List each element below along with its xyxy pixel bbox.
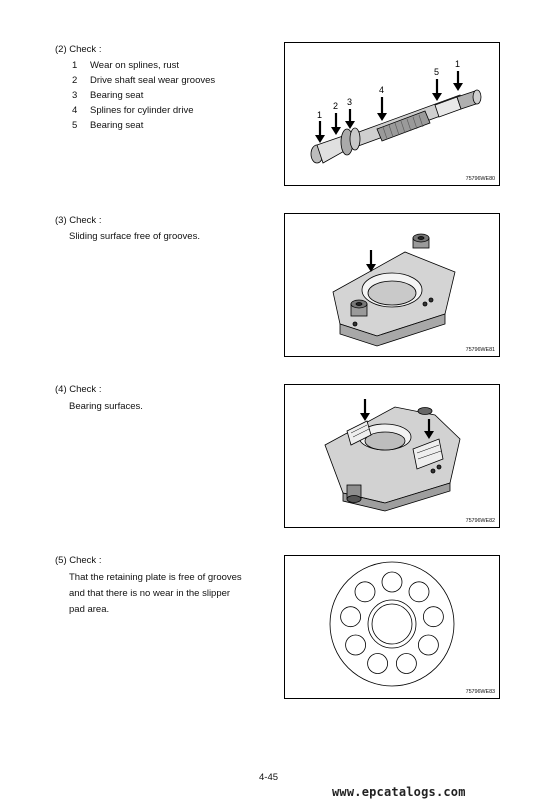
swash-plate-illustration — [285, 214, 499, 356]
figure-code: 75796WE82 — [465, 518, 495, 524]
item-number: 1 — [72, 60, 78, 71]
item-text: Wear on splines, rust — [90, 60, 180, 71]
retaining-plate-illustration — [285, 556, 499, 698]
section-heading: (4) Check : — [55, 384, 102, 395]
check-description-line: and that there is no wear in the slipper — [69, 588, 231, 599]
retaining-plate-hole — [382, 572, 402, 592]
retaining-plate-hole — [341, 607, 361, 627]
callout-label: 1 — [317, 110, 323, 120]
callout-label: 4 — [379, 85, 385, 95]
callout-label: 1 — [455, 59, 461, 69]
item-text: Splines for cylinder drive — [90, 105, 194, 116]
item-text: Bearing seat — [90, 90, 144, 101]
page-number: 4-45 — [259, 772, 279, 783]
item-number: 2 — [72, 75, 78, 86]
item-number: 5 — [72, 120, 78, 131]
retaining-plate-hole — [409, 582, 429, 602]
callout-label: 3 — [347, 97, 353, 107]
check-description-line: That the retaining plate is free of grooves — [69, 572, 242, 583]
watermark-text: www.epcatalogs.com — [332, 785, 466, 799]
drive-shaft-illustration — [285, 43, 499, 185]
item-text: Drive shaft seal wear grooves — [90, 75, 216, 86]
figure-swash-plate-bearing — [284, 384, 500, 528]
retaining-plate-hole — [423, 607, 443, 627]
check-description-line: pad area. — [69, 604, 110, 615]
retaining-plate-hole — [396, 654, 416, 674]
figure-swash-plate-sliding — [284, 213, 500, 357]
retaining-plate-hole — [355, 582, 375, 602]
item-text: Bearing seat — [90, 120, 144, 131]
retaining-plate-hole — [346, 635, 366, 655]
item-number: 4 — [72, 105, 78, 116]
section-heading: (3) Check : — [55, 215, 102, 226]
figure-code: 75796WE81 — [465, 347, 495, 353]
check-description: Sliding surface free of grooves. — [69, 231, 200, 242]
figure-code: 75796WE83 — [465, 689, 495, 695]
figure-drive-shaft — [284, 42, 500, 186]
check-description: Bearing surfaces. — [69, 401, 143, 412]
retaining-plate-hole — [368, 654, 388, 674]
callout-label: 2 — [333, 101, 339, 111]
callout-label: 5 — [434, 67, 440, 77]
retaining-plate-hole — [418, 635, 438, 655]
figure-code: 75796WE80 — [465, 176, 495, 182]
section-heading: (5) Check : — [55, 555, 102, 566]
figure-retaining-plate — [284, 555, 500, 699]
swash-plate-underside-illustration — [285, 385, 499, 527]
section-heading: (2) Check : — [55, 44, 102, 55]
item-number: 3 — [72, 90, 78, 101]
